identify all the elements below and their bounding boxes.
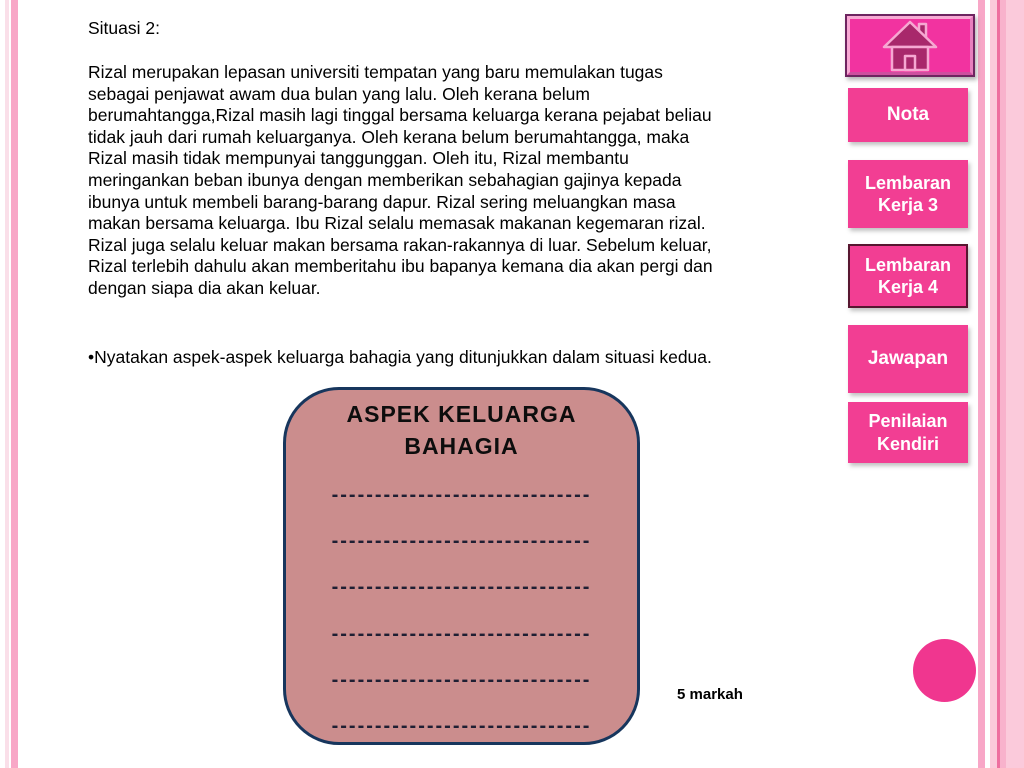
- paragraph-line: berumahtangga,Rizal masih lagi tinggal bersama keluarga kerana pejabat beliau: [88, 105, 712, 126]
- nav-button-lembaran-kerja-3[interactable]: Lembaran Kerja 3: [848, 160, 968, 228]
- paragraph-line: Rizal merupakan lepasan universiti tempatan yang baru memulakan tugas: [88, 62, 663, 82]
- situation-heading: Situasi 2:: [88, 18, 160, 38]
- situation-paragraph: [88, 62, 713, 300]
- aspect-keluarga-box: [283, 387, 640, 745]
- dash-line: ------------------------------: [331, 484, 592, 506]
- paragraph-line: ibunya untuk membeli barang-barang dapur. Rizal sering meluangkan masa: [88, 191, 676, 212]
- paragraph-line: Rizal masih tidak mempunyai tanggunggan. Oleh itu, Rizal membantu: [88, 148, 629, 169]
- answer-dash-lines: [286, 472, 637, 749]
- paragraph-line: Rizal terlebih dahulu akan memberitahu ibu bapanya kemana dia akan pergi dan: [88, 256, 713, 277]
- right-border-stripe-5: [1006, 0, 1024, 768]
- marks-label: 5 markah: [677, 686, 743, 703]
- nav-button-lembaran-kerja-4[interactable]: Lembaran Kerja 4: [848, 244, 968, 308]
- paragraph-line: makan bersama keluarga. Ibu Rizal selalu memasak makanan kegemaran rizal.: [88, 213, 706, 234]
- left-border-stripe-outer: [5, 0, 9, 768]
- question-line: •Nyatakan aspek-aspek keluarga bahagia yang ditunjukkan dalam situasi kedua.: [88, 347, 712, 367]
- paragraph-line: tidak jauh dari rumah keluarganya. Oleh kerana belum berumahtangga, maka: [88, 126, 690, 147]
- home-button[interactable]: [845, 14, 975, 77]
- nav-button-penilaian-kendiri[interactable]: Penilaian Kendiri: [848, 402, 968, 463]
- left-border-stripe-inner: [11, 0, 18, 768]
- right-border-stripe-2: [990, 0, 997, 768]
- nav-button-jawapan[interactable]: Jawapan: [848, 325, 968, 393]
- aspect-box-title: ASPEK KELUARGA BAHAGIA: [346, 401, 577, 459]
- dash-line: ------------------------------: [331, 668, 592, 691]
- paragraph-line: sebagai penjawat awam dua bulan yang lalu. Oleh kerana belum: [88, 83, 590, 104]
- dash-line: ------------------------------: [331, 715, 592, 738]
- paragraph-line: dengan siapa dia akan keluar.: [88, 277, 321, 298]
- dash-line: ------------------------------: [331, 576, 592, 599]
- pink-circle-decoration: [913, 639, 976, 702]
- home-button-face: [847, 16, 973, 75]
- dash-line: ------------------------------: [331, 622, 592, 645]
- paragraph-line: meringankan beban ibunya dengan memberikan sebahagian gajinya kepada: [88, 169, 682, 190]
- dash-line: ------------------------------: [331, 530, 592, 553]
- paragraph-line: Rizal juga selalu keluar makan bersama rakan-rakannya di luar. Sebelum keluar,: [88, 234, 712, 255]
- right-border-stripe-1: [978, 0, 985, 768]
- home-icon: [879, 19, 941, 73]
- nav-button-nota[interactable]: Nota: [848, 88, 968, 142]
